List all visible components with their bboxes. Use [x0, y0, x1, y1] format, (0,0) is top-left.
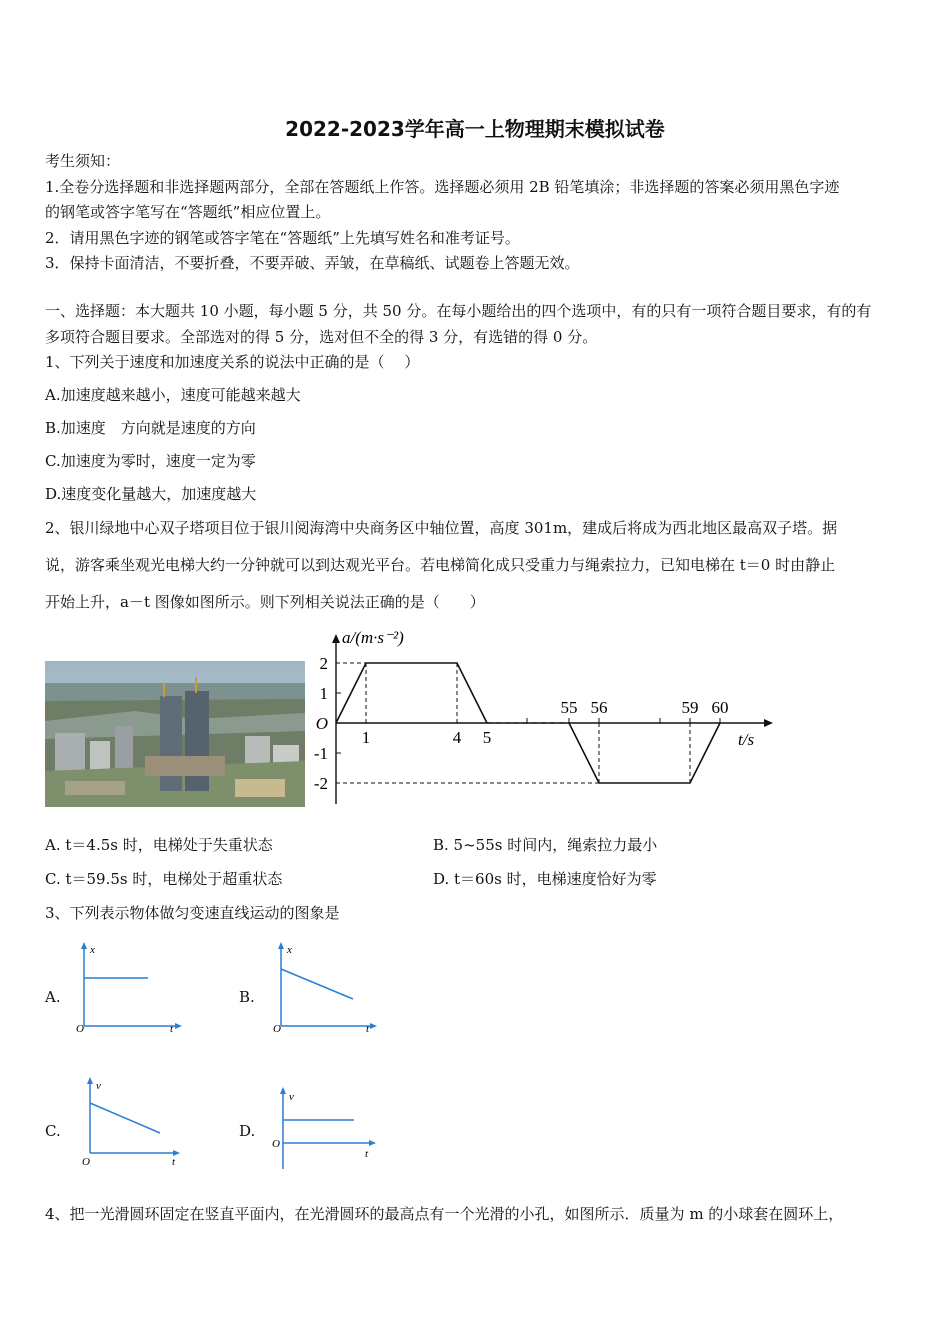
- chart-x-label: t/s: [738, 730, 755, 749]
- axis-t-label: t: [366, 1023, 370, 1035]
- q3-graph-d: [268, 1085, 388, 1175]
- series-line-decelerate: [569, 723, 720, 783]
- q3-graph-a: [70, 940, 190, 1035]
- chart-y-arrow: [332, 634, 340, 643]
- chart-x-tick-label: 60: [711, 698, 729, 717]
- axis-v-label: v: [289, 1091, 294, 1103]
- q2-stem-1: 2、银川绿地中心双子塔项目位于银川阅海湾中央商务区中轴位置，高度 301m，建成后将成为西北地区最高双子塔。据: [45, 519, 838, 537]
- q4-stem-1: 4、把一光滑圆环固定在竖直平面内，在光滑圆环的最高点有一个光滑的小孔，如图所示．质量为 m 的小球套在圆环上，: [45, 1205, 844, 1223]
- chart-x-tick-label: 56: [590, 698, 608, 717]
- q1-option-c: C.加速度为零时，速度一定为零: [45, 452, 256, 470]
- chart-y-tick-label: -2: [313, 774, 328, 793]
- origin-label: O: [273, 1023, 281, 1035]
- chart-x-tick-label: 5: [482, 728, 492, 747]
- q3-option-d-label: D.: [239, 1122, 256, 1140]
- chart-x-tick-label: 4: [452, 728, 462, 747]
- page-title: 2022-2023学年高一上物理期末模拟试卷: [285, 117, 665, 141]
- q1-option-d: D.速度变化量越大，加速度越大: [45, 485, 257, 503]
- q2-option-c: C. t＝59.5s 时，电梯处于超重状态: [45, 870, 283, 888]
- graph-b-line: [281, 969, 353, 999]
- q2-stem-3: 开始上升，a－t 图像如图所示。则下列相关说法正确的是（ ）: [45, 593, 485, 611]
- q2-option-b: B. 5~55s 时间内，绳索拉力最小: [433, 836, 658, 854]
- origin-label: O: [82, 1156, 90, 1168]
- q2-option-d: D. t＝60s 时，电梯速度恰好为零: [433, 870, 657, 888]
- notice-line-2: 2．请用黑色字迹的钢笔或答字笔在“答题纸”上先填写姓名和准考证号。: [45, 229, 520, 247]
- notice-line-3: 3．保持卡面清洁，不要折叠，不要弄破、弄皱，在草稿纸、试题卷上答题无效。: [45, 254, 580, 272]
- q3-graph-c: [76, 1075, 196, 1170]
- q3-option-a-label: A.: [45, 988, 61, 1006]
- axis-t-label: t: [172, 1156, 176, 1168]
- twin-tower-photo: [45, 661, 305, 807]
- q2-stem-2: 说，游客乘坐观光电梯大约一分钟就可以到达观光平台。若电梯简化成只受重力与绳索拉力，已知电梯在 t＝0 时由静止: [45, 556, 836, 574]
- section-intro-1: 一、选择题：本大题共 10 小题，每小题 5 分，共 50 分。在每小题给出的四个选项中，有的只有一项符合题目要求，有的有: [45, 302, 872, 320]
- q3-graph-b: [265, 940, 385, 1035]
- notice-line-1b: 的钢笔或答字笔写在“答题纸”相应位置上。: [45, 203, 331, 221]
- chart-y-tick-label: -1: [313, 744, 328, 763]
- axis-t-label: t: [365, 1148, 369, 1160]
- section-intro-2: 多项符合题目要求。全部选对的得 5 分，选对但不全的得 3 分，有选错的得 0 分。: [45, 328, 598, 346]
- chart-x-tick-label: 55: [560, 698, 578, 717]
- chart-y-tick-label: O: [315, 714, 328, 733]
- axis-v-label: v: [96, 1080, 101, 1092]
- origin-label: O: [272, 1138, 280, 1150]
- chart-y-tick-label: 1: [319, 684, 328, 703]
- notice-line-1a: 1.全卷分选择题和非选择题两部分，全部在答题纸上作答。选择题必须用 2B 铅笔填涂；非选择题的答案必须用黑色字迹: [45, 178, 840, 196]
- chart-x-tick-label: 59: [681, 698, 699, 717]
- q2-option-a: A. t＝4.5s 时，电梯处于失重状态: [45, 836, 273, 854]
- series-line-accelerate: [336, 663, 487, 723]
- graph-c-line: [90, 1103, 160, 1133]
- q3-stem: 3、下列表示物体做匀变速直线运动的图象是: [45, 904, 340, 922]
- chart-y-label: a/(m·s⁻²): [342, 628, 404, 647]
- q1-stem: 1、下列关于速度和加速度关系的说法中正确的是（ ）: [45, 353, 420, 371]
- axis-t-label: t: [170, 1023, 174, 1035]
- q3-option-c-label: C.: [45, 1122, 61, 1140]
- axis-x-label: x: [90, 944, 95, 956]
- q1-option-a: A.加速度越来越小，速度可能越来越大: [45, 386, 301, 404]
- q3-option-b-label: B.: [239, 988, 255, 1006]
- chart-x-arrow: [764, 719, 773, 727]
- chart-y-tick-label: 2: [319, 654, 328, 673]
- chart-x-tick-label: 1: [361, 728, 371, 747]
- q1-option-b: B.加速度 方向就是速度的方向: [45, 419, 256, 437]
- a-t-chart: [305, 624, 775, 814]
- notice-heading: 考生须知：: [45, 152, 121, 170]
- origin-label: O: [76, 1023, 84, 1035]
- axis-x-label: x: [287, 944, 292, 956]
